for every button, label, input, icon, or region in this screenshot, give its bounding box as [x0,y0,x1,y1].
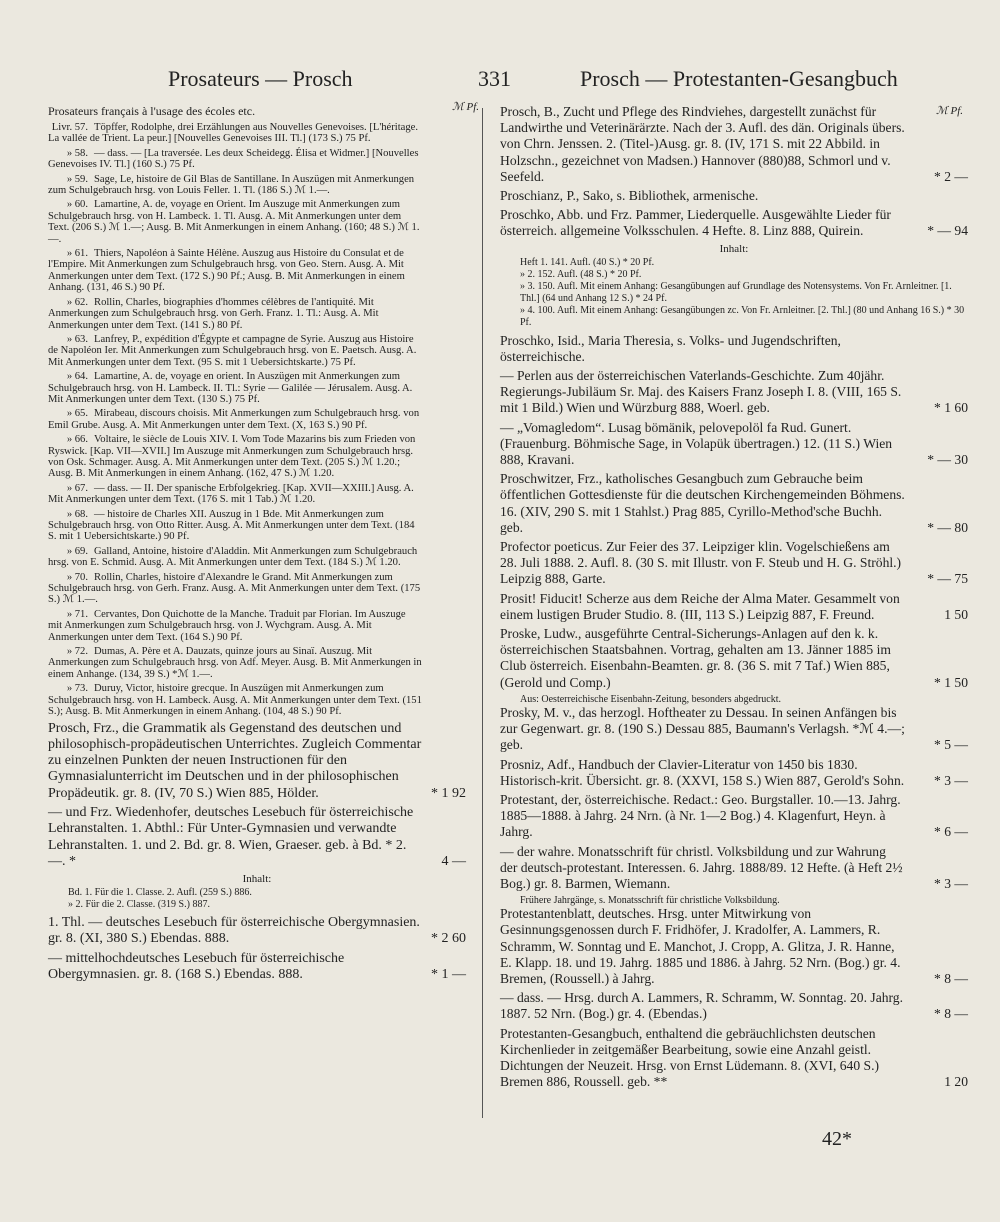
catalog-entry [48,199,466,245]
entry-number: » 69. [66,545,88,557]
catalog-entry [48,721,466,802]
inhalt-item: Bd. 1. Für die 1. Classe. 2. Aufl. (259 S.) 886. [68,887,252,899]
entry-price: * 1 92 [431,785,466,801]
entry-price: * 2 60 [431,931,466,947]
entry-price: * 1 50 [934,674,968,690]
catalog-entry [48,408,466,431]
entry-price: * — 75 [927,571,968,587]
catalog-entry [500,906,968,987]
entry-price: * 3 — [934,875,968,891]
catalog-entry [500,1026,968,1091]
entry-text: Protestanten-Gesangbuch, enthaltend die gebräuchlichsten deutschen Kirchenlieder in zeitgemäßer Bearbeitung, sowie eine Anzahl geistl. Dichtungen der Neuzeit. Hrsg. von Ernst Lüdemann. 8. (XVI, 640 S.) Bremen 886, Roussell. geb. ** [500,1025,880,1090]
entry-text: Thiers, Napoléon à Sainte Hélène. Auszug aus Histoire du Consulat et de l'Empire. Mit Anmerkungen zum Schulgebrauch hrsg. von Geo. Stern. Ausg. A. Mit Anmerkungen unter dem Text. (172 S.) 90 Pf.; Ausg. B. Mit Anmerkungen in einem Anhang. (131, 46 S.) 90 Pf. [48,248,405,294]
entry-number: » 67. [66,482,88,494]
catalog-entry [500,333,968,365]
page-header [0,66,1000,100]
catalog-entry [500,990,968,1022]
catalog-entry [500,104,968,185]
inhalt-list-right [500,257,968,329]
main-entries [48,721,466,871]
entry-price: 4 — [441,853,466,869]
entry-text: Proschko, Abb. und Frz. Pammer, Liederquelle. Ausgewählte Lieder für österreich. allgemeine Volksschulen. 4 Hefte. 8. Linz 888, Quirein. [500,207,891,239]
entry-number: » 60. [66,199,88,211]
entry-text: Proschko, Isid., Maria Theresia, s. Volks- und Jugendschriften, österreichische. [500,332,841,364]
catalog-entry [48,683,466,717]
entry-number: » 58. [66,147,88,159]
entry-text: — dass. — II. Der spanische Erbfolgekrieg. [Kap. XVII—XXIII.] Ausg. A. Mit Anmerkungen unter dem Text. (176 S. mit 1 Tab.) ℳ 1.20. [48,482,414,506]
entries-group-2 [500,333,968,691]
catalog-entry [48,434,466,480]
entry-price: * — 80 [927,519,968,535]
entry-text: Proske, Ludw., ausgeführte Central-Sicherungs-Anlagen auf den k. k. österreichischen Staatsbahnen. Vortrag, gehalten am 13. Jänner 1885 im Club österreich. Eisenbahn-Beamten. gr. 8. (36 S. mit 7 Taf.) Wien 885, (Gerold und Comp.) [500,626,891,690]
catalog-entry [500,207,968,239]
catalog-entry [500,471,968,536]
entry-text: Lamartine, A. de, voyage en orient. In Auszügen mit Anmerkungen zum Schulgebrauch hrsg. von H. Lambeck. II. Tl.: Syrie — Galilée — Jérusalem. Ausg. A. Mit Anmerkungen unter dem Text. (130 S.) 75 Pf. [48,371,413,405]
currency-label-right: ℳ Pf. [936,105,964,117]
entry-text: Rollin, Charles, histoire d'Alexandre le Grand. Mit Anmerkungen zum Schulgebrauch hrsg. von Gerh. Franz. Ausg. A. Mit Anmerkungen unter dem Text. (175 S.) ℳ 1.—. [48,571,421,606]
catalog-entry [500,705,968,754]
catalog-entry [500,539,968,588]
entry-number: » 68. [66,508,88,520]
catalog-entry [500,368,968,417]
entry-text: Rollin, Charles, biographies d'hommes célèbres de l'antiquité. Mit Anmerkungen zum Schulgebrauch hrsg. von Gerh. Franz. 1. Tl.: Ausg. A. Mit Anmerkungen unter dem Text. (141 S.) 80 Pf. [48,296,379,331]
catalog-entry [48,483,466,506]
entry-text: Dumas, A. Père et A. Dauzats, quinze jours au Sinaï. Auszug. Mit Anmerkungen zum Schulgebrauch hrsg. von Adf. Meyer. Ausg. B. Mit Anmerkungen in einem Anhange. (134, 39 S.) *ℳ 1.—. [48,646,422,680]
entry-text: Duruy, Victor, histoire grecque. In Auszügen mit Anmerkungen zum Schulgebrauch hrsg. von H. Lambeck. Ausg. A. Mit Anmerkungen unter dem Text. (151 S.); Ausg. B. Mit Anmerkungen in einem Anhang. (104, 48 S.) 90 Pf. [48,683,422,718]
inhalt-label-right: Inhalt: [719,242,749,255]
page-number: 331 [478,66,511,91]
catalog-entry [500,420,968,469]
entry-text: — dass. — [La traversée. Les deux Scheidegg. Élisa et Widmer.] [Nouvelles Genevoises IV. Tl.] (160 S.) 75 Pf. [48,147,419,171]
entry-number: » 71. [66,608,88,620]
catalog-entry [48,951,466,984]
series-entries [48,122,466,718]
entry-text: Protestantenblatt, deutsches. Hrsg. unter Mitwirkung von Gesinnungsgenossen durch F. Fridhöfer, J. Kradolfer, A. Lammers, R. Schramm, W. Sonntag und E. Manchot, J. Cropp, A. Glitza, J. R. Hanne, E. Klapp. 18. und 19. Jahrg. 1885 und 1886. à Jahrg. 52 Nrn. (Bog.) gr. 4. Bremen, (Roussell.) à Jahrg. [500,906,901,986]
catalog-entry [48,915,466,948]
entry-text: Lamartine, A. de, voyage en Orient. Im Auszuge mit Anmerkungen zum Schulgebrauch hrsg. von H. Lambeck. 1. Tl. Ausg. A. Mit Anmerkungen unter dem Text. (206 S.) ℳ 1.—; Ausg. B. Mit Anmerkungen in einem Anhang. (160; 48 S.) ℳ 1.—. [48,199,420,245]
catalog-entry [48,805,466,870]
catalog-entry [500,626,968,691]
entries-group-3 [500,705,968,892]
entry-price: * 3 — [934,772,968,788]
entry-text: Profector poeticus. Zur Feier des 37. Leipziger klin. Vogelschießens am 28. Juli 1888. 2. Aufl. 8. (30 S. mit Illustr. von F. Steub und H. G. Ströhl.) Leipzig 888, Garte. [500,539,902,587]
entry-text: — und Frz. Wiedenhofer, deutsches Lesebuch für österreichische Lehranstalten. 1. Abthl.: Für Unter-Gymnasien und verwandte Lehranstalten. 1. und 2. Bd. gr. 8. Wien, Graeser. geb. à Bd. * 2.—. * [48,804,414,869]
entry-text: Prosch, Frz., die Grammatik als Gegenstand des deutschen und philosophisch-propädeutischen Unterrichtes. Zugleich Commentar zu einzelnen Punkten der neuen Instructionen für den Gymnasialunterricht im Deutschen und in der philosophischen Propädeutik. gr. 8. (IV, 70 S.) Wien 885, Hölder. [48,720,422,801]
catalog-entry [48,646,466,680]
entry-text: Töpffer, Rodolphe, drei Erzählungen aus Nouvelles Genevoises. [L'héritage. La vallée de Trient. La peur.] [Nouvelles Genevoises III. Tl.] (173 S.) 75 Pf. [48,122,418,145]
entries-group-4 [500,906,968,1090]
entry-price: * 6 — [934,824,968,840]
entry-number: » 66. [66,434,88,446]
catalog-entry [500,792,968,841]
entry-text: — der wahre. Monatsschrift für christl. Volksbildung und zur Wahrung der deutsch-protestant. Interessen. 6. Jahrg. 1888/89. 12 Hefte. (à Heft 2½ Bog.) gr. 8. Barmen, Wiemann. [500,843,903,891]
entries-group-1 [500,104,968,240]
entry-number: » 65. [66,408,88,420]
entry-number: » 62. [66,296,88,308]
entry-text: Proschianz, P., Sako, s. Bibliothek, armenische. [500,188,759,204]
entry-price: * 2 — [934,168,968,184]
inhalt-item: » 2. Für die 2. Classe. (319 S.) 887. [68,899,210,911]
catalog-entry [48,609,466,643]
entry-text: Voltaire, le siècle de Louis XIV. I. Vom Tode Mazarins bis zum Frieden von Ryswick. [Kap. VII—XVII.] Im Auszuge mit Anmerkungen zum Schulgebrauch hrsg. von Osk. Schmager. Ausg. A. Mit Anmerkungen unter dem Text. (205 S.) ℳ 1.20.; Ausg. B. Mit Anmerkungen in einem Anhang. (162, 47 S.) ℳ 1.20. [48,434,416,480]
left-column [48,104,466,986]
entry-text: Prosch, B., Zucht und Pflege des Rindviehes, dargestellt zunächst für Landwirthe und Veterinärärzte. Nach der 3. Aufl. des dän. Originals übers. von Chrn. Jenssen. 2. (Titel-)Ausg. gr. 8. (IV, 171 S. mit 22 Abbild. in Holzschn., gezeichnet von Madsen.) Hannover (880)88, Schmorl und v. Seefeld. [500,104,905,184]
entry-text: — mittelhochdeutsches Lesebuch für österreichische Obergymnasien. gr. 8. (168 S.) Ebendas. 888. [48,950,345,983]
entry-number: Livr. 57. [51,122,88,133]
entry-price: * 8 — [934,1006,968,1022]
entry-text: 1. Thl. — deutsches Lesebuch für österreichische Obergymnasien. gr. 8. (XI, 380 S.) Ebendas. 888. [48,915,420,947]
entry-number: » 63. [66,333,88,345]
entry-text: Galland, Antoine, histoire d'Aladdin. Mit Anmerkungen zum Schulgebrauch hrsg. von E. Schmid. Ausg. A. Mit Anmerkungen unter dem Text. (184 S.) ℳ 1.20. [48,545,418,569]
catalog-entry [48,297,466,331]
entry-text: — „Vomagledom“. Lusag bömänik, pelovepolöl fa Rud. Gunert. (Frauenburg. Böhmische Sage, in Volapük übertragen.) 12. (11 S.) Wien 888, Kravani. [500,419,893,468]
catalog-entry [48,546,466,569]
header-right: Prosch — Protestanten-Gesangbuch [580,66,898,91]
catalog-entry [48,509,466,543]
inhalt-item: » 4. 100. Aufl. Mit einem Anhang: Gesangübungen zc. Von Fr. Arnleitner. [2. Thl.] (80 und Anhang 16 S.) * 30 Pf. [520,304,965,328]
entry-text: Prosky, M. v., das herzogl. Hoftheater zu Dessau. In seinen Anfängen bis zur Gegenwart. gr. 8. (190 S.) Dessau 885, Baumann's Verlagsh. *ℳ 4.—; geb. [500,704,905,753]
entry-text: Lanfrey, P., expédition d'Égypte et campagne de Syrie. Auszug aus Histoire de Napoléon Ier. Mit Anmerkungen zum Schulgebrauch hrsg. von E. Paetsch. Ausg. A. Mit Anmerkungen unter dem Text. (95 S. mit 1 Uebersichtskarte.) 75 Pf. [48,333,417,368]
inhalt-list [48,887,466,911]
catalog-entry [48,148,466,171]
entry-price: * 8 — [934,970,968,986]
entry-number: » 61. [66,248,88,260]
catalog-entry [500,844,968,893]
entry-text: Prosniz, Adf., Handbuch der Clavier-Literatur von 1450 bis 1830. Historisch-krit. Übersicht. gr. 8. (XXVI, 158 S.) Wien 887, Gerold's Sohn. [500,756,905,788]
entry-price: 1 20 [944,1074,968,1090]
entry-text: — histoire de Charles XII. Auszug in 1 Bde. Mit Anmerkungen zum Schulgebrauch hrsg. von Otto Ritter. Ausg. A. Mit Anmerkungen unter dem Text. (184 S. mit 1 Uebersichtskarte.) 90 Pf. [48,508,415,543]
entry-text: — Perlen aus der österreichischen Vaterlands-Geschichte. Zum 40jähr. Regierungs-Jubiläum Sr. Maj. des Kaisers Franz Joseph I. 8. (VIII, 165 S. mit 1 Bild.) Wien und Würzburg 888, Woerl. geb. [500,368,902,416]
signature-mark: 42* [822,1128,852,1150]
entry-number: » 59. [66,173,88,185]
inhalt-item: » 2. 152. Aufl. (48 S.) * 20 Pf. [520,268,642,280]
proske-note: Aus: Oesterreichische Eisenbahn-Zeitung, besonders abgedruckt. [520,693,782,705]
entry-number: » 72. [66,646,88,658]
inhalt-label: Inhalt: [242,873,272,886]
entry-number: » 64. [66,371,88,383]
catalog-entry [500,188,968,204]
series-title: Prosateurs français à l'usage des écoles etc. [48,104,256,118]
catalog-entry [48,174,466,197]
column-divider [482,108,483,1118]
currency-label-left: ℳ Pf. [452,101,480,113]
entry-price: * 1 — [431,967,466,983]
entry-text: — dass. — Hrsg. durch A. Lammers, R. Schramm, W. Sonntag. 20. Jahrg. 1887. 52 Nrn. (Bog.) gr. 4. (Ebendas.) [500,990,903,1022]
catalog-entry [48,572,466,606]
inhalt-item: » 3. 150. Aufl. Mit einem Anhang: Gesangübungen auf Grundlage des Notensystems. Von Fr. Arnleitner. [1. Thl.] (64 und Anhang 12 S.) * 24 Pf. [520,280,952,304]
entry-number: » 70. [66,571,88,583]
catalog-entry [48,248,466,294]
entry-text: Cervantes, Don Quichotte de la Manche. Traduit par Florian. Im Auszuge mit Anmerkungen zum Schulgebrauch hrsg. von J. Wychgram. Ausg. A. Mit Anmerkungen unter dem Text. (164 S.) 90 Pf. [48,608,406,643]
entry-text: Protestant, der, österreichische. Redact.: Geo. Burgstaller. 10.—13. Jahrg. 1885—1888. à Jahrg. 24 Nrn. (à Nr. 1—2 Bog.) 4. Klagenfurt, Heyn. à Jahrg. [500,791,901,840]
entry-text: Sage, Le, histoire de Gil Blas de Santillane. In Auszügen mit Anmerkungen zum Schulgebrauch hrsg. von Louis Feller. 1. Tl. (186 S.) ℳ 1.—. [48,173,415,197]
header-left: Prosateurs — Prosch [168,66,353,91]
catalog-entry [48,122,466,145]
catalog-entry [48,371,466,405]
entry-text: Mirabeau, discours choisis. Mit Anmerkungen zum Schulgebrauch hrsg. von Emil Grube. Ausg. A. Mit Anmerkungen unter dem Text. (X, 163 S.) 90 Pf. [48,408,420,431]
catalog-entry [500,591,968,623]
inhalt-item: Heft 1. 141. Aufl. (40 S.) * 20 Pf. [520,256,655,268]
right-column [500,104,968,1093]
entry-text: Prosit! Fiducit! Scherze aus dem Reiche der Alma Mater. Gesammelt von einem lustigen Bruder Studio. 8. (III, 113 S.) Leipzig 887, F. Freund. [500,590,900,622]
entry-price: * 1 60 [934,400,968,416]
wahre-note: Frühere Jahrgänge, s. Monatsschrift für christliche Volksbildung. [520,895,780,907]
entry-price: * — 30 [927,452,968,468]
entry-price: 1 50 [944,606,968,622]
entry-number: » 73. [66,683,88,695]
catalog-entry [48,334,466,368]
entry-price: * 5 — [934,737,968,753]
tail-entries [48,915,466,983]
entry-price: * — 94 [927,223,968,239]
catalog-entry [500,757,968,789]
entry-text: Proschwitzer, Frz., katholisches Gesangbuch zum Gebrauche beim öffentlichen Gottesdienste für die deutschen Kirchengemeinden Böhmens. 16. (XIV, 290 S. mit 1 Stahlst.) Prag 885, Cyrillo-Method'sche Buchh. geb. [500,471,905,535]
